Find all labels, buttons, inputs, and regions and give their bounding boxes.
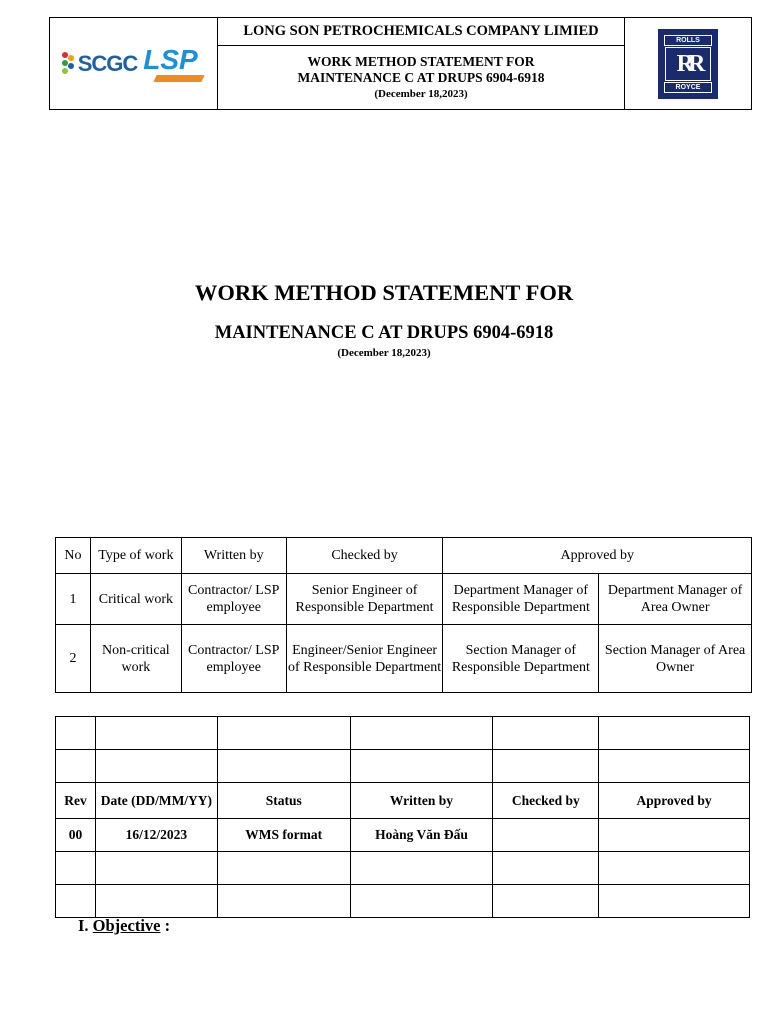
- table-cell: [350, 885, 493, 918]
- table-cell: [599, 717, 750, 750]
- header-doc-line1: WORK METHOD STATEMENT FOR: [307, 53, 535, 69]
- table-cell: Contractor/ LSP employee: [181, 625, 286, 693]
- table-row: [56, 885, 750, 918]
- rev-header-status: Status: [217, 783, 350, 819]
- table-row: [56, 538, 752, 574]
- table-cell: [493, 717, 599, 750]
- table-cell: [350, 750, 493, 783]
- table-cell: [56, 750, 96, 783]
- lsp-logo-bar: [154, 75, 205, 82]
- company-logos: [50, 18, 218, 110]
- lsp-logo: [141, 44, 205, 84]
- table-cell: [599, 885, 750, 918]
- table-cell: 1: [56, 574, 91, 625]
- auth-header-approved: Approved by: [443, 538, 752, 574]
- section-number: I.: [78, 916, 89, 935]
- table-cell: Contractor/ LSP employee: [181, 574, 286, 625]
- rev-header-approved: Approved by: [599, 783, 750, 819]
- table-cell: [599, 852, 750, 885]
- header-doc-line2: MAINTENANCE C AT DRUPS 6904-6918: [297, 69, 545, 85]
- table-cell: [217, 750, 350, 783]
- table-cell: [493, 750, 599, 783]
- rev-header-written: Written by: [350, 783, 493, 819]
- table-row: [56, 574, 752, 625]
- table-row: [56, 625, 752, 693]
- table-cell: [493, 885, 599, 918]
- auth-header-written: Written by: [181, 538, 286, 574]
- section-label: Objective: [92, 916, 161, 935]
- table-cell: 16/12/2023: [95, 819, 217, 852]
- auth-header-no: No: [56, 538, 91, 574]
- table-cell: Non-critical work: [90, 625, 181, 693]
- revision-table: [55, 716, 750, 918]
- scgc-logo-text: SCGC: [77, 50, 138, 76]
- table-cell: Department Manager of Responsible Department: [443, 574, 599, 625]
- authorization-table: [55, 537, 752, 693]
- table-cell: Hoàng Văn Đấu: [350, 819, 493, 852]
- auth-header-type: Type of work: [90, 538, 181, 574]
- rev-header-date: Date (DD/MM/YY): [95, 783, 217, 819]
- table-cell: Critical work: [90, 574, 181, 625]
- table-cell: [599, 819, 750, 852]
- table-cell: [493, 852, 599, 885]
- main-title: WORK METHOD STATEMENT FOR: [194, 280, 574, 305]
- auth-header-checked: Checked by: [286, 538, 443, 574]
- table-cell: [56, 885, 96, 918]
- table-cell: [350, 852, 493, 885]
- table-cell: [56, 717, 96, 750]
- header-doc-title: [218, 46, 625, 110]
- table-cell: 2: [56, 625, 91, 693]
- scgc-logo-icon: [62, 52, 74, 76]
- table-cell: WMS format: [217, 819, 350, 852]
- company-name: LONG SON PETROCHEMICALS COMPANY LIMIED: [218, 18, 625, 46]
- table-cell: [599, 750, 750, 783]
- lsp-logo-text: LSP: [143, 43, 198, 75]
- rev-header-rev: Rev: [56, 783, 96, 819]
- table-cell: [95, 750, 217, 783]
- section-suffix: :: [160, 916, 171, 935]
- table-cell: Engineer/Senior Engineer of Responsible Department: [286, 625, 443, 693]
- table-cell: [217, 885, 350, 918]
- table-cell: [493, 819, 599, 852]
- main-subtitle: MAINTENANCE C AT DRUPS 6904-6918: [214, 323, 554, 343]
- table-row: [56, 852, 750, 885]
- rolls-royce-logo: [625, 18, 752, 110]
- table-row: [56, 783, 750, 819]
- table-cell: [95, 885, 217, 918]
- document-header: [49, 17, 752, 110]
- rev-header-checked: Checked by: [493, 783, 599, 819]
- table-cell: [56, 852, 96, 885]
- table-row: [56, 750, 750, 783]
- table-cell: Department Manager of Area Owner: [599, 574, 752, 625]
- header-doc-date: (December 18,2023): [374, 87, 468, 100]
- rolls-royce-badge-icon: ROLLS RR ROYCE: [659, 30, 717, 98]
- table-cell: Section Manager of Responsible Department: [443, 625, 599, 693]
- table-cell: [95, 852, 217, 885]
- table-row: [56, 717, 750, 750]
- section-heading-objective: [78, 916, 170, 936]
- table-cell: [217, 717, 350, 750]
- table-cell: [350, 717, 493, 750]
- table-cell: Senior Engineer of Responsible Department: [286, 574, 443, 625]
- main-date: (December 18,2023): [337, 347, 431, 359]
- table-cell: Section Manager of Area Owner: [599, 625, 752, 693]
- table-cell: [95, 717, 217, 750]
- table-row: [56, 819, 750, 852]
- table-cell: [217, 852, 350, 885]
- table-cell: 00: [56, 819, 96, 852]
